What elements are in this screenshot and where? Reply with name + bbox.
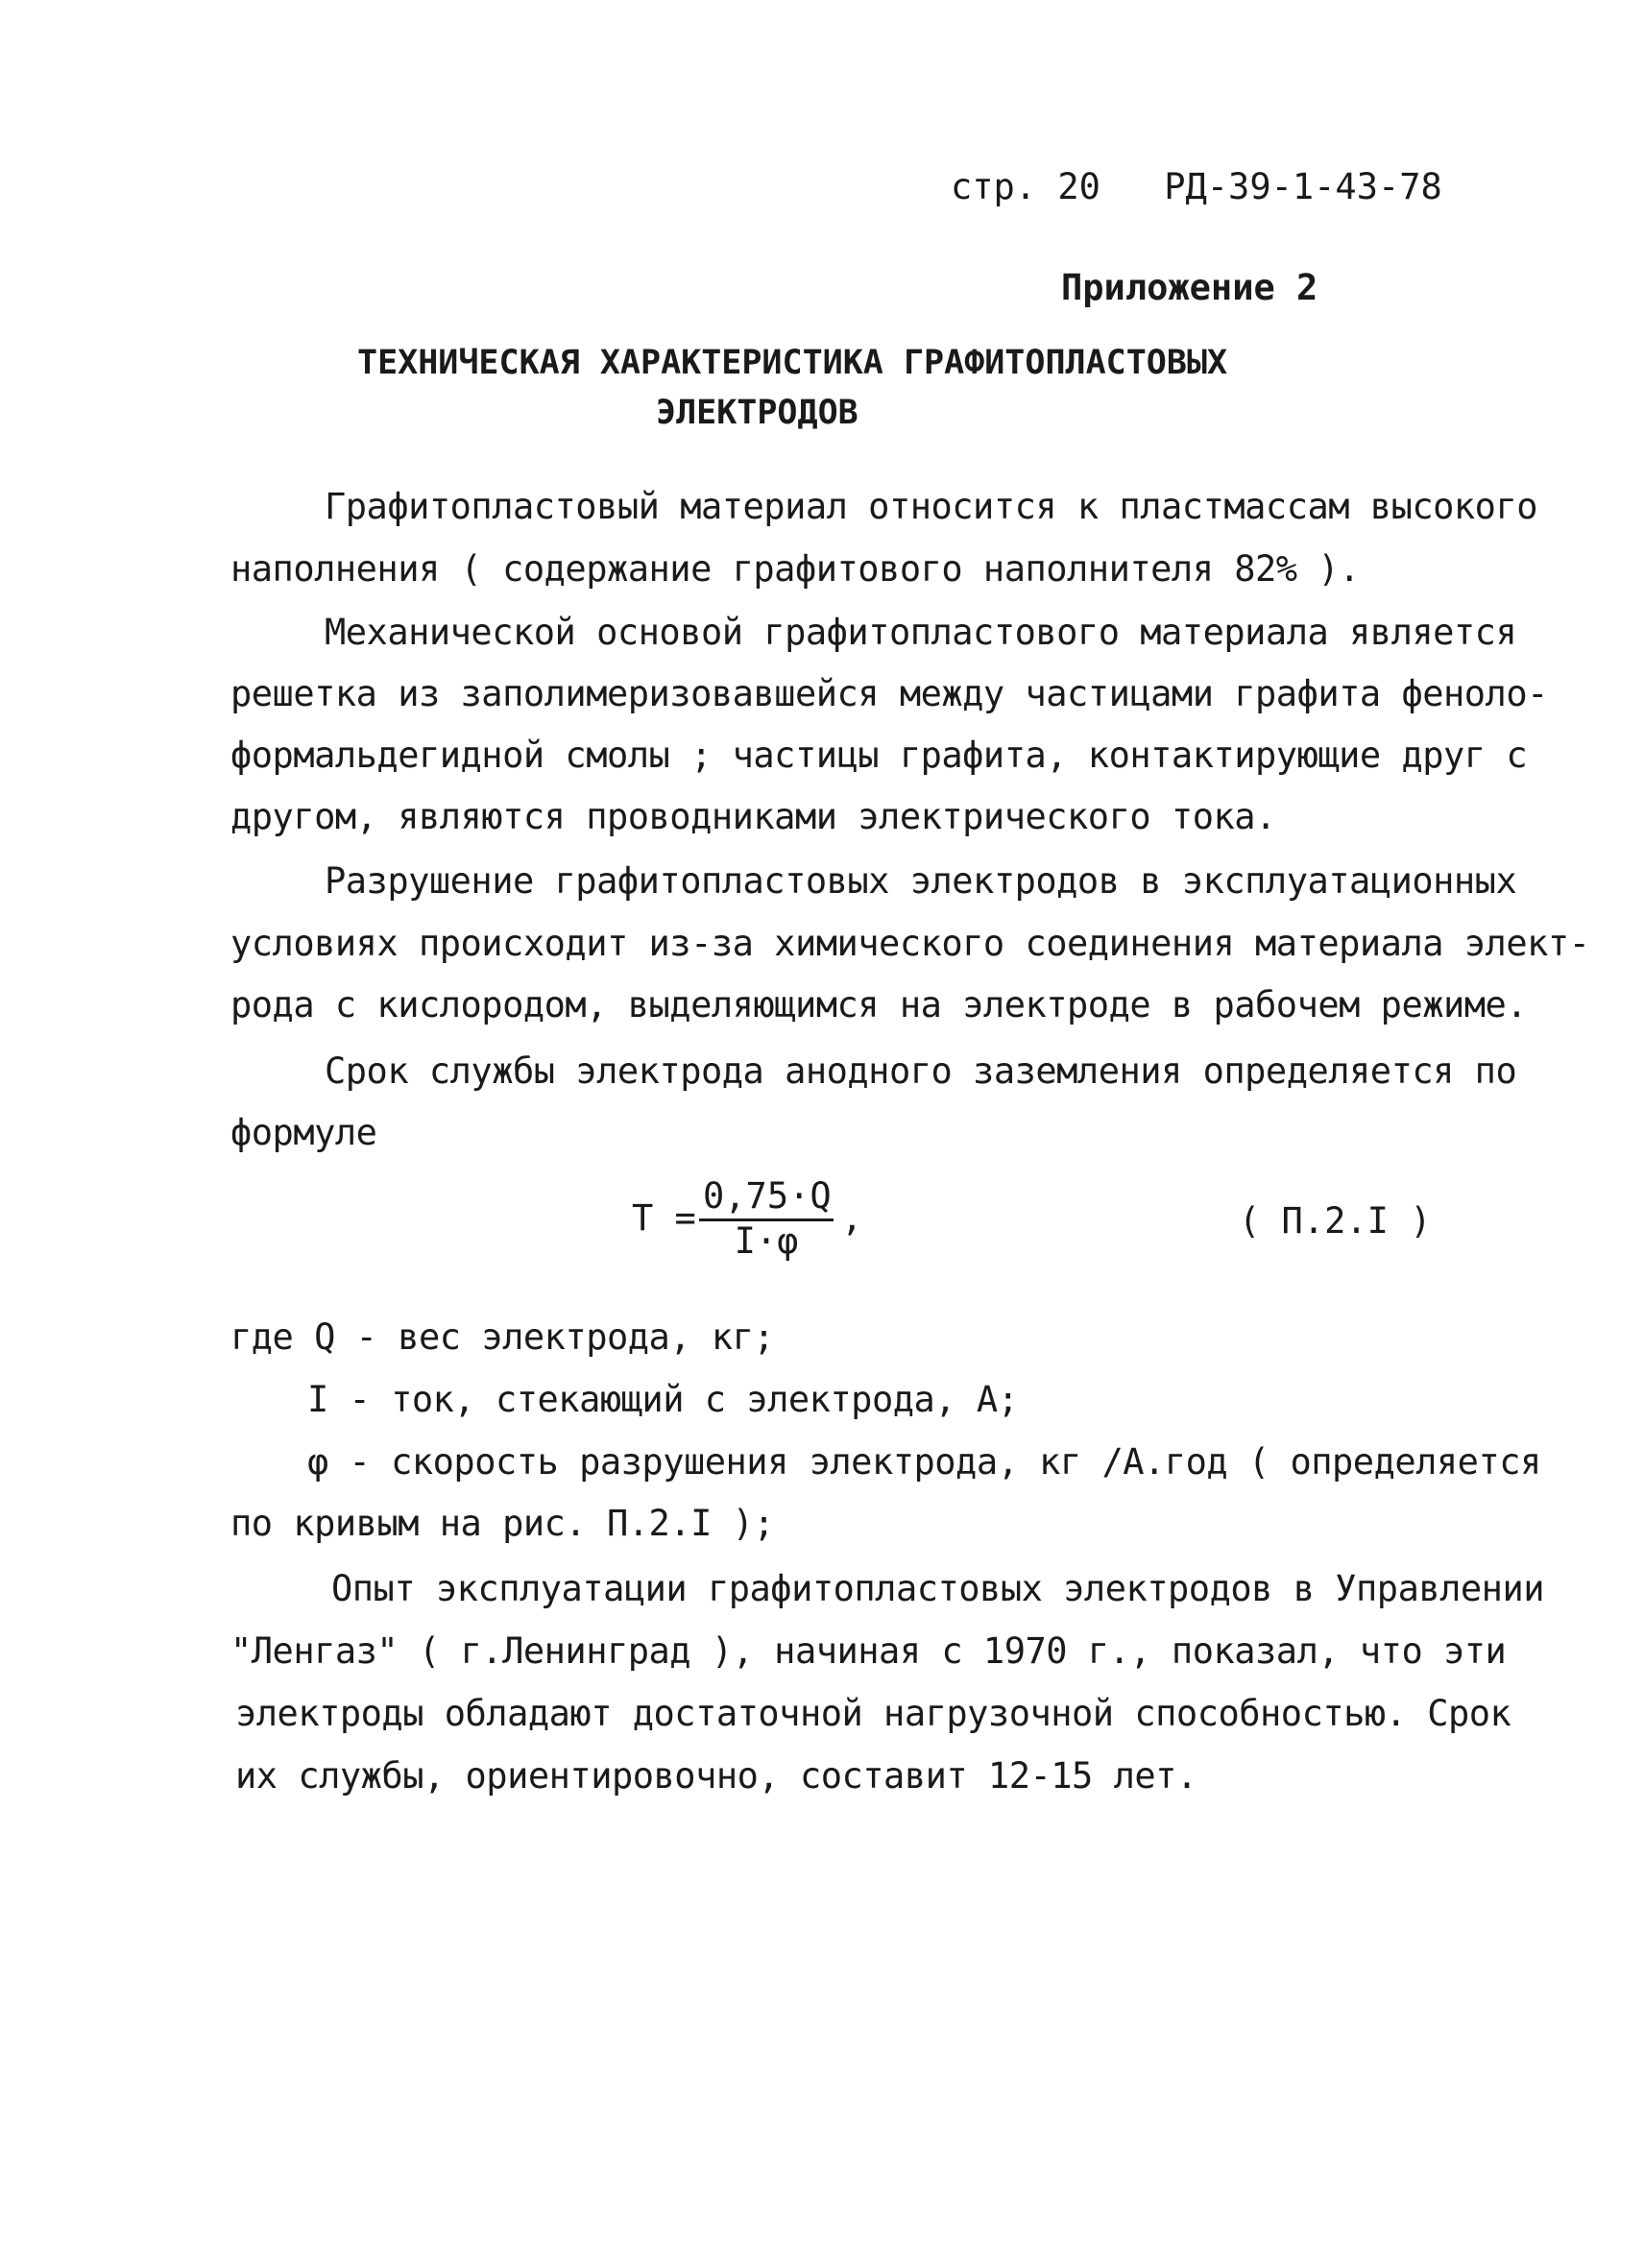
paragraph-1-line-2: наполнения ( содержание графитового наполнителя 82% ). [230, 548, 1360, 590]
page-number: стр. 20 [951, 166, 1100, 207]
document-title-line-1: ТЕХНИЧЕСКАЯ ХАРАКТЕРИСТИКА ГРАФИТОПЛАСТОВЫХ [357, 344, 1228, 382]
definition-line-2: I - ток, стекающий с электрода, А; [307, 1379, 1019, 1420]
paragraph-2-line-4: другом, являются проводниками электрического тока. [230, 796, 1276, 837]
formula [632, 1176, 882, 1263]
definition-line-1: где Q - вес электрода, кг; [230, 1316, 775, 1358]
paragraph-2-line-3: формальдегидной смолы ; частицы графита, контактирующие друг с [230, 735, 1528, 776]
page-header [951, 165, 1442, 209]
paragraph-3-line-1: Разрушение графитопластовых электродов в эксплуатационных [325, 860, 1517, 902]
closing-line-1: Опыт эксплуатации графитопластовых электродов в Управлении [331, 1568, 1545, 1609]
appendix-label: Приложение 2 [1061, 267, 1318, 308]
closing-line-3: электроды обладают достаточной нагрузочной способностью. Срок [235, 1693, 1511, 1734]
paragraph-4-line-2: формуле [230, 1112, 377, 1153]
formula-comma: , [841, 1197, 863, 1239]
definition-line-3: φ - скорость разрушения электрода, кг /А.год ( определяется [307, 1441, 1541, 1483]
closing-line-4: их службы, ориентировочно, составит 12-15 лет. [235, 1755, 1197, 1797]
paragraph-3-line-2: условиях происходит из-за химического соединения материала элект- [230, 923, 1590, 964]
document-title-line-2: ЭЛЕКТРОДОВ [656, 394, 858, 432]
formula-fraction [699, 1176, 834, 1262]
formula-lhs: Т = [632, 1197, 696, 1239]
paragraph-2-line-1: Механической основой графитопластового материала является [325, 612, 1517, 653]
closing-line-2: "Ленгаз" ( г.Ленинград ), начиная с 1970 г., показал, что эти [230, 1630, 1507, 1672]
formula-numerator: 0,75·Q [699, 1176, 834, 1221]
paragraph-1-line-1: Графитопластовый материал относится к пластмассам высокого [325, 486, 1538, 527]
paragraph-2-line-2: решетка из заполимеризовавшейся между частицами графита феноло- [230, 673, 1548, 714]
definition-line-4: по кривым на рис. П.2.I ); [230, 1503, 775, 1544]
equation-number: ( П.2.I ) [1239, 1200, 1432, 1242]
paragraph-4-line-1: Срок службы электрода анодного заземления определяется по [325, 1050, 1517, 1092]
document-reference: РД-39-1-43-78 [1164, 166, 1442, 207]
formula-denominator: I·φ [734, 1220, 799, 1262]
paragraph-3-line-3: рода с кислородом, выделяющимся на электроде в рабочем режиме. [230, 984, 1528, 1025]
